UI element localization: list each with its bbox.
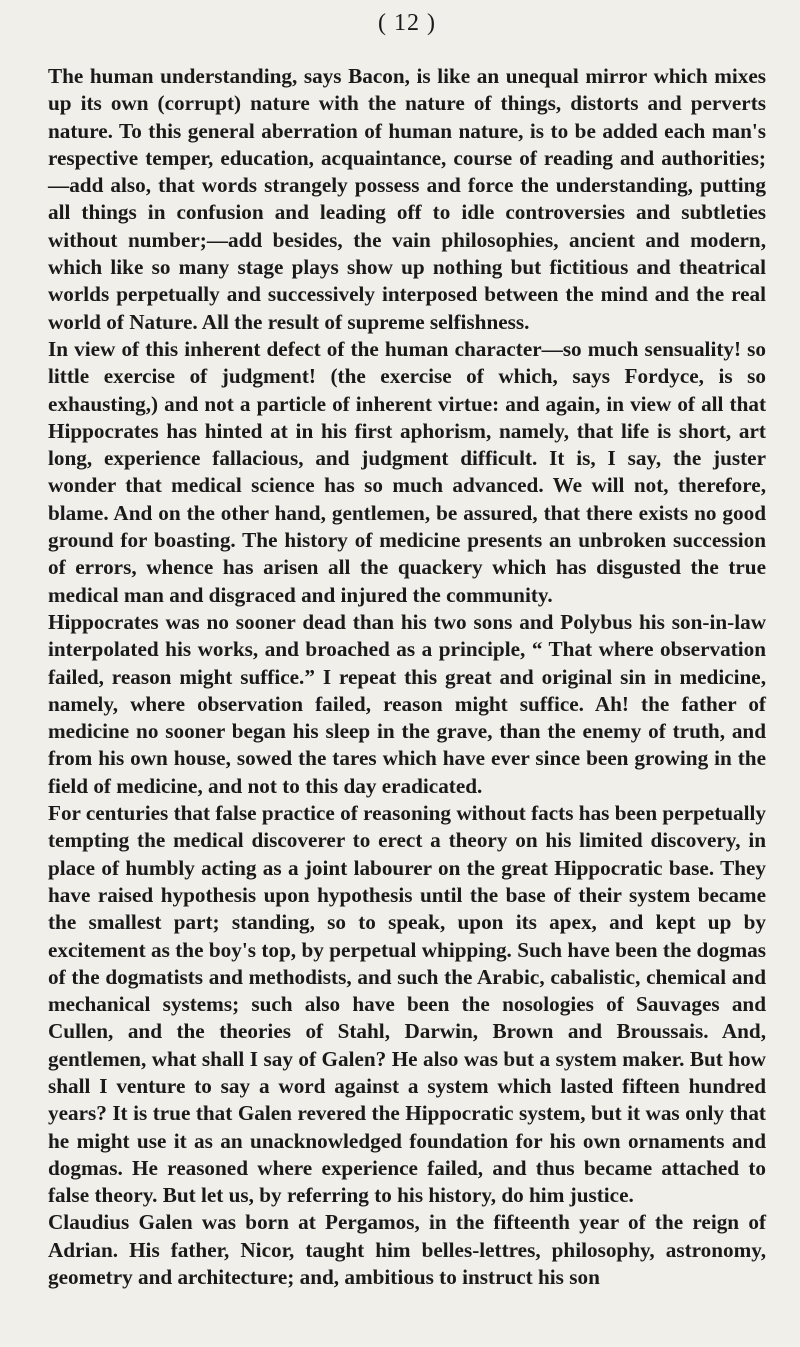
page-number: ( 12 ) <box>378 10 436 36</box>
paragraph-centuries: For centuries that false practice of reasoning without facts has been perpetually tempting the medical discoverer to erect a theory on his limited discovery, in place of humbly acting as a joint labourer on the great Hippocratic base. They have raised hypothesis upon hypothesis until the base of their system became the smallest part; standing, so to speak, upon its apex, and kept up by excitement as the boy's top, by perpetual whipping. Such have been the dogmas of the dogmatists and methodists, and such the Arabic, cabalistic, chemical and mechanical systems; such also have been the nosologies of Sauvages and Cullen, and the theories of Stahl, Darwin, Brown and Broussais. And, gentlemen, what shall I say of Galen? He also was but a system maker. But how shall I venture to say a word against a system which lasted fifteen hundred years? It is true that Galen revered the Hippocratic system, but it was only that he might use it as an unacknowledged foundation for his own ornaments and dogmas. He reasoned where experience failed, and thus became attached to false theory. But let us, by referring to his history, do him justice. <box>48 801 766 1208</box>
paragraph-hippocrates: Hippocrates was no sooner dead than his two sons and Polybus his son-in-law interpolated his works, and broached as a principle, “ That where observation failed, reason might suffice.” I repeat this great and original sin in medicine, namely, where observation failed, reason might suffice. Ah! the father of medicine no sooner began his sleep in the grave, than the enemy of truth, and from his own house, sowed the tares which have ever since been growing in the field of medicine, and not to this day eradicated. <box>48 609 766 798</box>
paragraph-bacon: The human understanding, says Bacon, is like an unequal mirror which mixes up its own (corrupt) nature with the nature of things, distorts and perverts nature. To this general aberration of human nature, is to be added each man's respective temper, education, acquaintance, course of reading and authorities;—add also, that words strangely possess and force the understanding, putting all things in confusion and leading off to idle controversies and subtleties without number;—add besides, the vain philosophies, ancient and modern, which like so many stage plays show up nothing but fictitious and theatrical worlds perpetually and successively interposed between the mind and the real world of Nature. All the result of supreme selfishness. <box>48 64 766 334</box>
paragraph-claudius-galen: Claudius Galen was born at Pergamos, in the fifteenth year of the reign of Adrian. His father, Nicor, taught him belles-lettres, philosophy, astronomy, geometry and architecture; and, ambitious to instruct his son <box>48 1210 766 1290</box>
paragraph-inherent-defect: In view of this inherent defect of the human character—so much sensuality! so little exercise of judgment! (the exercise of which, says Fordyce, is so exhausting,) and not a particle of inherent virtue: and again, in view of all that Hippocrates has hinted at in his first aphorism, namely, that life is short, art long, experience fallacious, and judgment difficult. It is, I say, the juster wonder that medical science has so much advanced. We will not, therefore, blame. And on the other hand, gentlemen, be assured, that there exists no good ground for boasting. The history of medicine presents an unbroken succession of errors, whence has arisen all the quackery which has disgusted the true medical man and disgraced and injured the community. <box>48 336 766 607</box>
body-text <box>48 63 766 1291</box>
